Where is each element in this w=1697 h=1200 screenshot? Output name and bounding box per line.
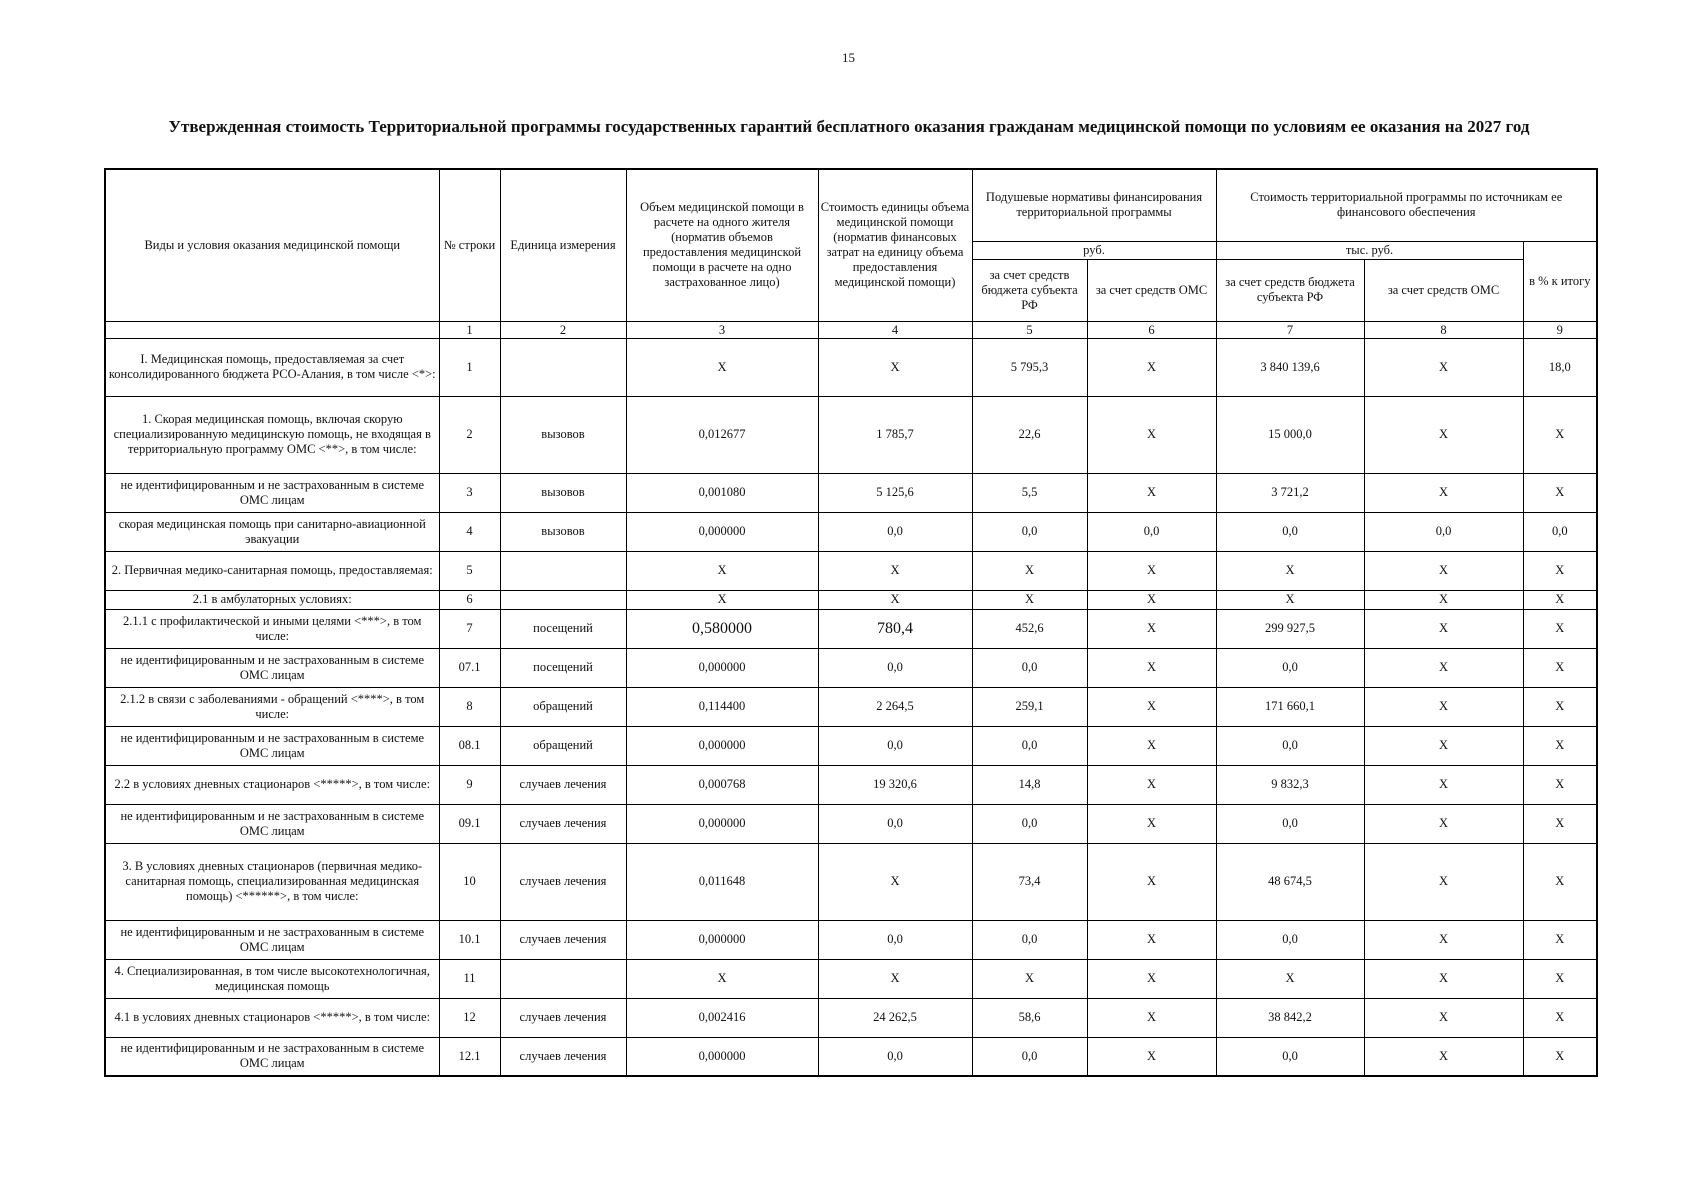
table-row [105, 804, 1597, 843]
col-num: 1 [439, 321, 500, 338]
row-unit-cost: X [818, 551, 972, 590]
column-numbers-row [105, 321, 1597, 338]
row-unit: случаев лечения [500, 765, 626, 804]
row-unit: вызовов [500, 473, 626, 512]
row-number: 12 [439, 998, 500, 1037]
row-volume: 0,000000 [626, 804, 818, 843]
row-name: 4. Специализированная, в том числе высокотехнологичная, медицинская помощь [105, 959, 439, 998]
row-name: 4.1 в условиях дневных стационаров <*****>, в том числе: [105, 998, 439, 1037]
row-percent: X [1523, 843, 1597, 920]
row-unit: случаев лечения [500, 998, 626, 1037]
row-number: 7 [439, 609, 500, 648]
row-cost-budget: 15 000,0 [1216, 396, 1364, 473]
row-cost-budget: 3 721,2 [1216, 473, 1364, 512]
row-per-capita-budget: 5,5 [972, 473, 1087, 512]
row-unit: случаев лечения [500, 804, 626, 843]
row-percent: X [1523, 687, 1597, 726]
row-unit: случаев лечения [500, 1037, 626, 1076]
header-rub: руб. [972, 241, 1216, 259]
row-volume: 0,011648 [626, 843, 818, 920]
row-number: 07.1 [439, 648, 500, 687]
col-num: 7 [1216, 321, 1364, 338]
row-percent: X [1523, 959, 1597, 998]
row-percent: X [1523, 726, 1597, 765]
table-row [105, 551, 1597, 590]
header-row-no: № строки [439, 169, 500, 321]
row-per-capita-oms: X [1087, 609, 1216, 648]
row-per-capita-oms: X [1087, 959, 1216, 998]
document-title: Утвержденная стоимость Территориальной программы государственных гарантий бесплатного оказания гражданам медицинской помощи по условиям ее оказания на 2027 год [168, 117, 1530, 136]
header-budget-rf-2: за счет средств бюджета субъекта РФ [1216, 259, 1364, 321]
row-number: 10.1 [439, 920, 500, 959]
col-num: 4 [818, 321, 972, 338]
col-num: 5 [972, 321, 1087, 338]
row-unit-cost: 0,0 [818, 648, 972, 687]
row-number: 4 [439, 512, 500, 551]
row-cost-oms: X [1364, 338, 1523, 396]
table-row [105, 473, 1597, 512]
row-unit-cost: 0,0 [818, 726, 972, 765]
row-cost-oms: X [1364, 687, 1523, 726]
row-unit: случаев лечения [500, 843, 626, 920]
row-unit [500, 590, 626, 609]
row-percent: X [1523, 473, 1597, 512]
row-per-capita-budget: X [972, 959, 1087, 998]
row-name: 2.1.2 в связи с заболеваниями - обращений <****>, в том числе: [105, 687, 439, 726]
row-per-capita-budget: 0,0 [972, 726, 1087, 765]
row-per-capita-budget: X [972, 551, 1087, 590]
row-number: 8 [439, 687, 500, 726]
col-num: 6 [1087, 321, 1216, 338]
table-row [105, 512, 1597, 551]
row-per-capita-budget: 259,1 [972, 687, 1087, 726]
row-per-capita-oms: X [1087, 804, 1216, 843]
col-num: 3 [626, 321, 818, 338]
row-percent: X [1523, 551, 1597, 590]
table-row [105, 1037, 1597, 1076]
table-row [105, 396, 1597, 473]
row-percent: X [1523, 765, 1597, 804]
row-per-capita-budget: X [972, 590, 1087, 609]
header-percent: в % к итогу [1523, 241, 1597, 321]
row-cost-oms: X [1364, 609, 1523, 648]
col-num: 9 [1523, 321, 1597, 338]
row-unit-cost: 5 125,6 [818, 473, 972, 512]
row-unit: посещений [500, 648, 626, 687]
table-row [105, 687, 1597, 726]
row-unit: случаев лечения [500, 920, 626, 959]
header-volume: Объем медицинской помощи в расчете на одного жителя (норматив объемов предоставления медицинской помощи в расчете на одно застрахованное лицо) [626, 169, 818, 321]
row-cost-oms: X [1364, 551, 1523, 590]
row-number: 12.1 [439, 1037, 500, 1076]
row-unit: обращений [500, 726, 626, 765]
row-name: не идентифицированным и не застрахованным в системе ОМС лицам [105, 920, 439, 959]
header-unit-cost: Стоимость единицы объема медицинской помощи (норматив финансовых затрат на единицу объема предоставления медицинской помощи) [818, 169, 972, 321]
header-sources-group: Стоимость территориальной программы по источникам ее финансового обеспечения [1216, 169, 1597, 241]
row-unit: обращений [500, 687, 626, 726]
row-unit-cost: 0,0 [818, 1037, 972, 1076]
row-cost-oms: X [1364, 843, 1523, 920]
row-number: 1 [439, 338, 500, 396]
row-per-capita-budget: 58,6 [972, 998, 1087, 1037]
row-volume: 0,114400 [626, 687, 818, 726]
row-percent: 0,0 [1523, 512, 1597, 551]
row-volume: 0,000768 [626, 765, 818, 804]
row-volume: 0,000000 [626, 920, 818, 959]
row-cost-budget: 9 832,3 [1216, 765, 1364, 804]
row-name: 2.1.1 с профилактической и иными целями <***>, в том числе: [105, 609, 439, 648]
row-number: 08.1 [439, 726, 500, 765]
row-unit-cost: 780,4 [818, 609, 972, 648]
row-per-capita-oms: X [1087, 843, 1216, 920]
row-number: 9 [439, 765, 500, 804]
row-per-capita-oms: X [1087, 998, 1216, 1037]
row-name: не идентифицированным и не застрахованным в системе ОМС лицам [105, 473, 439, 512]
row-per-capita-oms: X [1087, 920, 1216, 959]
row-number: 10 [439, 843, 500, 920]
row-per-capita-budget: 22,6 [972, 396, 1087, 473]
row-number: 09.1 [439, 804, 500, 843]
row-per-capita-budget: 5 795,3 [972, 338, 1087, 396]
header-name: Виды и условия оказания медицинской помощи [105, 169, 439, 321]
row-cost-budget: X [1216, 590, 1364, 609]
row-volume: 0,000000 [626, 512, 818, 551]
row-cost-oms: X [1364, 726, 1523, 765]
row-unit [500, 551, 626, 590]
row-name: скорая медицинская помощь при санитарно-авиационной эвакуации [105, 512, 439, 551]
row-per-capita-budget: 0,0 [972, 648, 1087, 687]
table-row [105, 765, 1597, 804]
row-volume: 0,000000 [626, 1037, 818, 1076]
row-percent: X [1523, 804, 1597, 843]
row-cost-oms: X [1364, 648, 1523, 687]
table-row [105, 726, 1597, 765]
col-num: 2 [500, 321, 626, 338]
row-per-capita-budget: 0,0 [972, 1037, 1087, 1076]
row-name: 2.2 в условиях дневных стационаров <*****>, в том числе: [105, 765, 439, 804]
table-row [105, 609, 1597, 648]
row-per-capita-oms: X [1087, 765, 1216, 804]
row-cost-budget: 171 660,1 [1216, 687, 1364, 726]
row-percent: X [1523, 920, 1597, 959]
row-unit-cost: 24 262,5 [818, 998, 972, 1037]
table-row [105, 959, 1597, 998]
row-per-capita-budget: 452,6 [972, 609, 1087, 648]
row-unit-cost: 0,0 [818, 920, 972, 959]
header-thous-rub: тыс. руб. [1216, 241, 1523, 259]
row-number: 3 [439, 473, 500, 512]
cost-table [104, 168, 1598, 1077]
row-unit [500, 338, 626, 396]
row-per-capita-oms: X [1087, 551, 1216, 590]
row-volume: 0,002416 [626, 998, 818, 1037]
row-per-capita-oms: X [1087, 473, 1216, 512]
row-per-capita-oms: X [1087, 338, 1216, 396]
row-unit: вызовов [500, 512, 626, 551]
row-name: 1. Скорая медицинская помощь, включая скорую специализированную медицинскую помощь, не входящая в территориальную программу ОМС <**>, в том числе: [105, 396, 439, 473]
row-name: не идентифицированным и не застрахованным в системе ОМС лицам [105, 804, 439, 843]
row-unit-cost: 0,0 [818, 804, 972, 843]
row-cost-oms: X [1364, 396, 1523, 473]
row-volume: 0,000000 [626, 726, 818, 765]
table-body [105, 338, 1597, 1076]
row-volume: X [626, 590, 818, 609]
table-row [105, 920, 1597, 959]
row-unit-cost: 2 264,5 [818, 687, 972, 726]
row-name: I. Медицинская помощь, предоставляемая за счет консолидированного бюджета РСО-Алания, в том числе <*>: [105, 338, 439, 396]
row-volume: X [626, 338, 818, 396]
row-cost-oms: X [1364, 473, 1523, 512]
table-row [105, 648, 1597, 687]
row-cost-budget: 0,0 [1216, 920, 1364, 959]
header-per-capita-group: Подушевые нормативы финансирования территориальной программы [972, 169, 1216, 241]
col-num: 8 [1364, 321, 1523, 338]
row-cost-budget: 299 927,5 [1216, 609, 1364, 648]
row-percent: X [1523, 609, 1597, 648]
row-name: не идентифицированным и не застрахованным в системе ОМС лицам [105, 1037, 439, 1076]
row-number: 6 [439, 590, 500, 609]
row-unit [500, 959, 626, 998]
row-cost-budget: 48 674,5 [1216, 843, 1364, 920]
table-row [105, 338, 1597, 396]
row-unit-cost: X [818, 959, 972, 998]
row-cost-budget: 0,0 [1216, 804, 1364, 843]
row-percent: X [1523, 998, 1597, 1037]
row-volume: 0,000000 [626, 648, 818, 687]
row-cost-budget: X [1216, 551, 1364, 590]
row-per-capita-oms: X [1087, 726, 1216, 765]
row-unit-cost: X [818, 590, 972, 609]
row-unit-cost: X [818, 338, 972, 396]
row-cost-oms: X [1364, 998, 1523, 1037]
row-name: не идентифицированным и не застрахованным в системе ОМС лицам [105, 648, 439, 687]
row-cost-budget: 0,0 [1216, 648, 1364, 687]
row-percent: X [1523, 1037, 1597, 1076]
table-row [105, 843, 1597, 920]
row-name: 2.1 в амбулаторных условиях: [105, 590, 439, 609]
row-per-capita-oms: 0,0 [1087, 512, 1216, 551]
row-per-capita-oms: X [1087, 590, 1216, 609]
row-cost-oms: X [1364, 959, 1523, 998]
row-volume: 0,001080 [626, 473, 818, 512]
row-number: 11 [439, 959, 500, 998]
header-unit: Единица измерения [500, 169, 626, 321]
row-number: 5 [439, 551, 500, 590]
header-budget-rf: за счет средств бюджета субъекта РФ [972, 259, 1087, 321]
row-cost-oms: X [1364, 590, 1523, 609]
row-per-capita-oms: X [1087, 687, 1216, 726]
row-per-capita-budget: 0,0 [972, 804, 1087, 843]
row-name: 2. Первичная медико-санитарная помощь, предоставляемая: [105, 551, 439, 590]
row-unit: посещений [500, 609, 626, 648]
table-row [105, 998, 1597, 1037]
row-cost-oms: X [1364, 1037, 1523, 1076]
row-per-capita-oms: X [1087, 396, 1216, 473]
row-cost-oms: 0,0 [1364, 512, 1523, 551]
row-unit: вызовов [500, 396, 626, 473]
row-per-capita-budget: 14,8 [972, 765, 1087, 804]
row-volume: X [626, 551, 818, 590]
row-cost-oms: X [1364, 765, 1523, 804]
row-name: 3. В условиях дневных стационаров (первичная медико-санитарная помощь, специализированная медицинская помощь) <******>, в том числе: [105, 843, 439, 920]
row-volume: X [626, 959, 818, 998]
row-unit-cost: X [818, 843, 972, 920]
row-percent: X [1523, 396, 1597, 473]
row-per-capita-oms: X [1087, 648, 1216, 687]
row-number: 2 [439, 396, 500, 473]
row-unit-cost: 0,0 [818, 512, 972, 551]
table-row [105, 590, 1597, 609]
page-number: 15 [842, 50, 855, 65]
row-cost-budget: X [1216, 959, 1364, 998]
row-cost-budget: 0,0 [1216, 512, 1364, 551]
row-volume: 0,012677 [626, 396, 818, 473]
row-cost-budget: 0,0 [1216, 1037, 1364, 1076]
row-cost-oms: X [1364, 804, 1523, 843]
row-cost-budget: 38 842,2 [1216, 998, 1364, 1037]
row-volume: 0,580000 [626, 609, 818, 648]
row-per-capita-budget: 73,4 [972, 843, 1087, 920]
row-unit-cost: 19 320,6 [818, 765, 972, 804]
row-name: не идентифицированным и не застрахованным в системе ОМС лицам [105, 726, 439, 765]
row-cost-budget: 3 840 139,6 [1216, 338, 1364, 396]
header-oms-2: за счет средств ОМС [1364, 259, 1523, 321]
row-per-capita-oms: X [1087, 1037, 1216, 1076]
row-unit-cost: 1 785,7 [818, 396, 972, 473]
row-per-capita-budget: 0,0 [972, 512, 1087, 551]
row-percent: X [1523, 648, 1597, 687]
row-cost-oms: X [1364, 920, 1523, 959]
header-oms: за счет средств ОМС [1087, 259, 1216, 321]
row-percent: X [1523, 590, 1597, 609]
row-percent: 18,0 [1523, 338, 1597, 396]
row-cost-budget: 0,0 [1216, 726, 1364, 765]
row-per-capita-budget: 0,0 [972, 920, 1087, 959]
